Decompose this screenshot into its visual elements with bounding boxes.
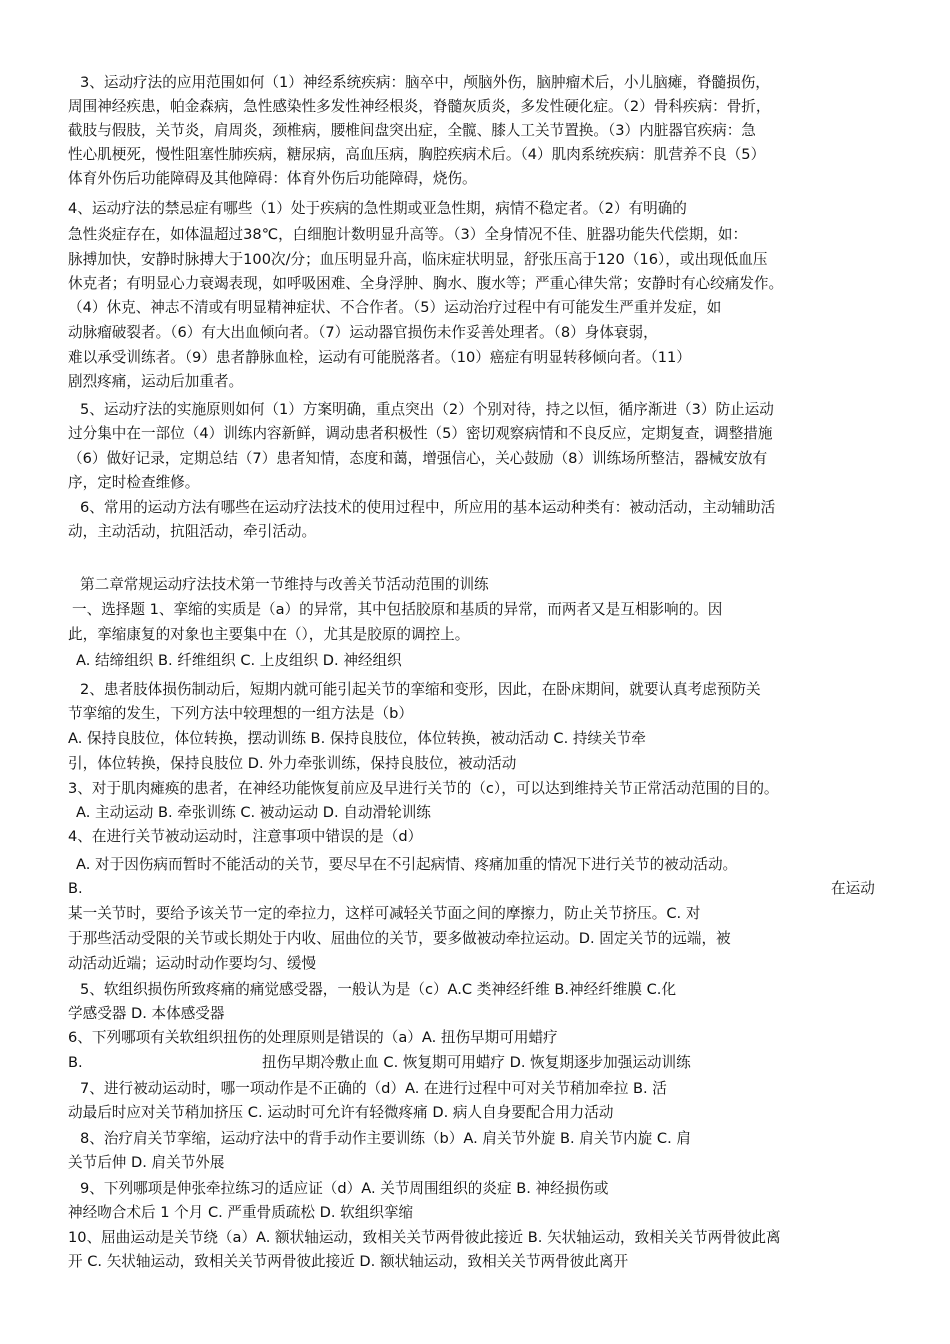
text-line: 休克者；有明显心力衰竭表现，如呼吸困难、全身浮肿、胸水、腹水等；严重心律失常；安静时有心绞痛发作。 xyxy=(68,275,784,292)
text-line: 截肢与假肢，关节炎，肩周炎，颈椎病，腰椎间盘突出症，全髋、膝人工关节置换。（3）内脏器官疾病：急 xyxy=(68,122,756,139)
text-line: 难以承受训练者。（9）患者静脉血栓，运动有可能脱落者。（10）癌症有明显转移倾向者。（11） xyxy=(68,349,691,366)
text-line: 体育外伤后功能障碍及其他障碍：体育外伤后功能障碍，烧伤。 xyxy=(68,170,477,187)
text-line: 9、下列哪项是伸张牵拉练习的适应证（d）A. 关节周围组织的炎症 B. 神经损伤或 xyxy=(80,1180,609,1197)
option-line: A. 对于因伤病而暂时不能活动的关节，要尽早在不引起病情、疼痛加重的情况下进行关节的被动活动。 xyxy=(76,856,738,873)
text-line: 7、进行被动运动时，哪一项动作是不正确的（d）A. 在进行过程中可对关节稍加牵拉 B. 活 xyxy=(80,1080,667,1097)
text-line: 8、治疗肩关节挛缩，运动疗法中的背手动作主要训练（b）A. 肩关节外旋 B. 肩关节内旋 C. 肩 xyxy=(80,1130,691,1147)
text-line: 学感受器 D. 本体感受器 xyxy=(68,1005,225,1022)
text-line: 6、下列哪项有关软组织扭伤的处理原则是错误的（a）A. 扭伤早期可用蜡疗 xyxy=(68,1029,558,1046)
option-line: A. 保持良肢位，体位转换，摆动训练 B. 保持良肢位，体位转换，被动活动 C. 持续关节牵 xyxy=(68,730,646,747)
text-line: 某一关节时，要给予该关节一定的牵拉力，这样可减轻关节面之间的摩擦力，防止关节挤压。C. 对 xyxy=(68,905,701,922)
option-line: A. 主动运动 B. 牵张训练 C. 被动运动 D. 自动滑轮训练 xyxy=(76,804,431,821)
text-line: 关节后伸 D. 肩关节外展 xyxy=(68,1154,225,1171)
text-line: （6）做好记录，定期总结（7）患者知情，态度和蔼，增强信心，关心鼓励（8）训练场所整洁，器械安放有 xyxy=(68,450,768,467)
text-line: 脉搏加快，安静时脉搏大于100次/分；血压明显升高，临床症状明显，舒张压高于120（16），或出现低血压 xyxy=(68,251,768,268)
text-line: 一、选择题 1、挛缩的实质是（a）的异常，其中包括胶原和基质的异常，而两者又是互相影响的。因 xyxy=(72,601,723,618)
text-line: 4、在进行关节被动运动时，注意事项中错误的是（d） xyxy=(68,828,423,845)
text-line: 动脉瘤破裂者。（6）有大出血倾向者。（7）运动器官损伤未作妥善处理者。（8）身体衰弱， xyxy=(68,324,658,341)
text-line: 5、运动疗法的实施原则如何（1）方案明确，重点突出（2）个别对待，持之以恒，循序渐进（3）防止运动 xyxy=(80,401,774,418)
text-line: 性心肌梗死，慢性阻塞性肺疾病，糖尿病，高血压病，胸腔疾病术后。（4）肌肉系统疾病：肌营养不良（5） xyxy=(68,146,766,163)
text-line: 5、软组织损伤所致疼痛的痛觉感受器，一般认为是（c）A.C 类神经纤维 B.神经纤维膜 C.化 xyxy=(80,981,677,998)
text-line: 3、对于肌肉瘫痪的患者，在神经功能恢复前应及早进行关节的（c），可以达到维持关节正常活动范围的目的。 xyxy=(68,780,779,797)
text-line: （4）休克、神志不清或有明显精神症状、不合作者。（5）运动治疗过程中有可能发生严重并发症，如 xyxy=(68,299,722,316)
text-line: 6、常用的运动方法有哪些在运动疗法技术的使用过程中，所应用的基本运动种类有：被动活动，主动辅助活 xyxy=(80,499,776,516)
option-line: B. xyxy=(68,880,83,897)
text-line: 剧烈疼痛，运动后加重者。 xyxy=(68,373,244,390)
text-line: 10、屈曲运动是关节绕（a）A. 额状轴运动，致相关关节两骨彼此接近 B. 矢状轴运动，致相关关节两骨彼此离 xyxy=(68,1229,781,1246)
text-line: 于那些活动受限的关节或长期处于内收、屈曲位的关节，要多做被动牵拉运动。D. 固定关节的远端，被 xyxy=(68,930,731,947)
option-line: 扭伤早期冷敷止血 C. 恢复期可用蜡疗 D. 恢复期逐步加强运动训练 xyxy=(262,1054,691,1071)
option-line: B. xyxy=(68,1054,83,1071)
text-line: 动，主动活动，抗阻活动，牵引活动。 xyxy=(68,523,317,540)
text-line: 动最后时应对关节稍加挤压 C. 运动时可允许有轻微疼痛 D. 病人自身要配合用力活动 xyxy=(68,1104,614,1121)
option-line: 引，体位转换，保持良肢位 D. 外力牵张训练，保持良肢位，被动活动 xyxy=(68,755,517,772)
text-line: 4、运动疗法的禁忌症有哪些（1）处于疾病的急性期或亚急性期，病情不稳定者。（2）有明确的 xyxy=(68,200,687,217)
text-line: 在运动 xyxy=(831,880,875,897)
text-line: 序，定时检查维修。 xyxy=(68,474,200,491)
text-line: 神经吻合术后 1 个月 C. 严重骨质疏松 D. 软组织挛缩 xyxy=(68,1204,414,1221)
text-line: 过分集中在一部位（4）训练内容新鲜，调动患者积极性（5）密切观察病情和不良反应，定期复查，调整措施 xyxy=(68,425,773,442)
chapter-heading: 第二章常规运动疗法技术第一节维持与改善关节活动范围的训练 xyxy=(80,576,489,593)
text-line: 2、患者肢体损伤制动后，短期内就可能引起关节的挛缩和变形，因此，在卧床期间，就要认真考虑预防关 xyxy=(80,681,761,698)
text-line: 周围神经疾患，帕金森病，急性感染性多发性神经根炎，脊髓灰质炎，多发性硬化症。（2）骨科疾病：骨折， xyxy=(68,98,771,115)
text-line: 此，挛缩康复的对象也主要集中在（），尤其是胶原的调控上。 xyxy=(68,626,470,643)
text-line: 开 C. 矢状轴运动，致相关关节两骨彼此接近 D. 额状轴运动，致相关关节两骨彼此离开 xyxy=(68,1253,629,1270)
option-line: A. 结缔组织 B. 纤维组织 C. 上皮组织 D. 神经组织 xyxy=(76,652,402,669)
text-line: 急性炎症存在，如体温超过38℃，白细胞计数明显升高等。（3）全身情况不佳、脏器功能失代偿期，如： xyxy=(68,226,748,243)
text-line: 节挛缩的发生，下列方法中较理想的一组方法是（b） xyxy=(68,705,413,722)
text-line: 3、运动疗法的应用范围如何（1）神经系统疾病：脑卒中，颅脑外伤，脑肿瘤术后，小儿脑瘫，脊髓损伤， xyxy=(80,74,770,91)
text-line: 动活动近端；运动时动作要均匀、缓慢 xyxy=(68,955,317,972)
